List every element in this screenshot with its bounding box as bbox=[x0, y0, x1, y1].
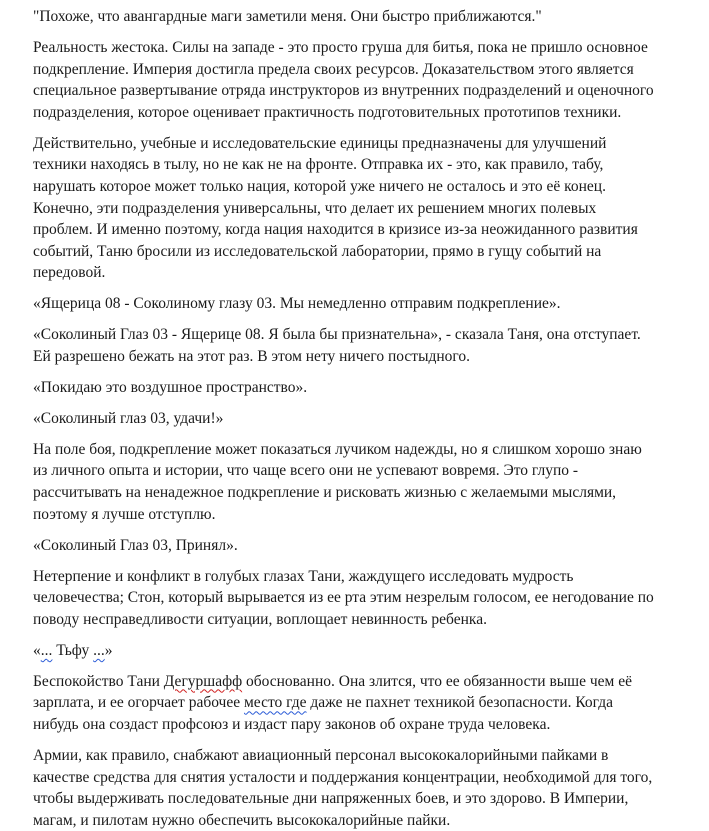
text-line: «Соколиный глаз 03, удачи!» bbox=[33, 409, 224, 427]
text-line: событий, Таню бросили из исследовательской лаборатории, прямо в гущу событий на bbox=[33, 242, 602, 260]
paragraph bbox=[33, 408, 689, 430]
text-line: чтобы выдерживать последовательные дни напряженных боев, и это здорово. В Империи, bbox=[33, 790, 629, 808]
paragraph bbox=[33, 745, 689, 831]
text-line: нарушать которое может только нация, которой уже ничего не осталось и это её конец. bbox=[33, 177, 606, 195]
paragraph bbox=[33, 293, 689, 315]
text-line: На поле боя, подкрепление может показаться лучиком надежды, но я слишком хорошо знаю bbox=[33, 440, 642, 458]
text-line: специальное развертывание отряда инструкторов из внутренних подразделений и оценочного bbox=[33, 82, 654, 100]
paragraph bbox=[33, 671, 689, 736]
text-line: Реальность жестока. Силы на западе - это просто груша для битья, пока не пришло основное bbox=[33, 38, 648, 56]
text-line: «... Тьфу ...» bbox=[33, 641, 113, 659]
text-line: проблем. И именно поэтому, когда нация находится в кризисе из-за неожиданного развития bbox=[33, 221, 638, 239]
text-line: подкрепление. Империя достигла предела своих ресурсов. Доказательством этого является bbox=[33, 60, 634, 78]
paragraph bbox=[33, 133, 689, 284]
text-line: поводу несправедливости ситуации, воплощает невинность ребенка. bbox=[33, 610, 487, 628]
text-line: «Ящерица 08 - Соколиному глазу 03. Мы немедленно отправим подкрепление». bbox=[33, 295, 561, 313]
text-line: человечества; Стон, который вырывается из ее рта этим незрелым голосом, ее негодование по bbox=[33, 589, 654, 607]
text-line: Армии, как правило, снабжают авиационный персонал высококалорийными пайками в bbox=[33, 746, 609, 764]
text-line: поэтому я лучше отступлю. bbox=[33, 505, 216, 523]
text-line: рассчитывать на ненадежное подкрепление и рисковать жизнью с желаемыми мыслями, bbox=[33, 484, 617, 502]
text-line: Ей разрешено бежать на этот раз. В этом нету ничего постыдного. bbox=[33, 347, 471, 365]
text-line: техники находясь в тылу, но не как не на фронте. Отправка их - это, как правило, табу, bbox=[33, 156, 604, 174]
text-line: магам, и пилотам нужно обеспечить высококалорийные пайки. bbox=[33, 811, 451, 829]
spellcheck-underline: ... bbox=[93, 641, 105, 659]
text-line: "Похоже, что авангардные маги заметили меня. Они быстро приближаются." bbox=[33, 8, 542, 25]
spellcheck-underline: Дегуршафф bbox=[163, 672, 243, 690]
paragraph bbox=[33, 6, 689, 28]
spellcheck-underline: ... bbox=[40, 641, 53, 659]
paragraph bbox=[33, 377, 689, 399]
text-line: качестве средства для снятия усталости и поддержания концентрации, необходимой для того, bbox=[33, 768, 653, 786]
paragraph bbox=[33, 439, 689, 525]
text-line: из личного опыта и истории, что чаще всего они не успевают вовремя. Это глупо - bbox=[33, 462, 579, 480]
text-line: подразделения, которое оценивает практичность подготовительных прототипов техники. bbox=[33, 103, 622, 121]
text-line: «Соколиный Глаз 03, Принял». bbox=[33, 536, 238, 554]
text-line: зарплата, и ее огорчает рабочее место где даже не пахнет техникой безопасности. Когда bbox=[33, 694, 614, 712]
text-line: нибудь она создаст профсоюз и издаст пару законов об охране труда человека. bbox=[33, 715, 551, 733]
text-line: Беспокойство Тани Дегуршафф обоснованно. Она злится, что ее обязанности выше чем её bbox=[33, 672, 632, 690]
paragraph bbox=[33, 535, 689, 557]
text-line: «Соколиный Глаз 03 - Ящерице 08. Я была бы признательна», - сказала Таня, она отступает. bbox=[33, 326, 641, 344]
paragraph bbox=[33, 324, 689, 367]
paragraph bbox=[33, 640, 689, 662]
paragraph bbox=[33, 37, 689, 123]
text-line: Действительно, учебные и исследовательские единицы предназначены для улучшений bbox=[33, 134, 607, 152]
text-line: «Покидаю это воздушное пространство». bbox=[33, 378, 308, 396]
text-line: передовой. bbox=[33, 264, 106, 282]
text-line: Нетерпение и конфликт в голубых глазах Тани, жаждущего исследовать мудрость bbox=[33, 567, 574, 585]
text-line: Конечно, эти подразделения универсальны, что делает их решением многих полевых bbox=[33, 199, 597, 217]
paragraph bbox=[33, 566, 689, 631]
spellcheck-underline: место где bbox=[244, 694, 307, 712]
